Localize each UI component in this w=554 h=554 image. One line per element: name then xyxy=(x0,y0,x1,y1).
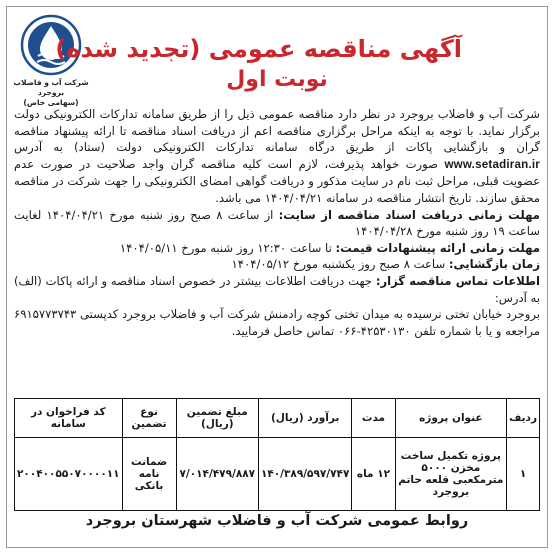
opening-time-text: ساعت ۸ صبح روز یکشنبه مورخ ۱۴۰۴/۰۵/۱۲ xyxy=(231,257,446,272)
table-row xyxy=(15,438,540,511)
cell-title: پروژه تکمیل ساخت مخزن ۵۰۰۰ مترمکعبی قلعه حاتم بروجرد xyxy=(395,438,507,511)
contact-info xyxy=(14,273,540,306)
public-relations-footer: روابط عمومی شرکت آب و فاضلاب شهرستان بروجرد xyxy=(85,513,469,529)
notice-body xyxy=(14,106,540,339)
header-duration: مدت xyxy=(352,399,395,438)
cell-guarantee-type: ضمانت نامه بانکی xyxy=(122,438,176,511)
offer-deadline-label: مهلت زمانی ارائه پیشنهادات قیمت: xyxy=(335,240,540,255)
intro-paragraph xyxy=(14,106,540,207)
offer-deadline xyxy=(14,240,540,257)
logo-name-line2: (سهامی خاص) xyxy=(23,98,79,107)
opening-time-label: زمان بازگشایی: xyxy=(448,257,540,272)
header-index: ردیف xyxy=(507,399,540,438)
header-code: کد فراخوان در سامانه xyxy=(15,399,123,438)
docs-deadline xyxy=(14,207,540,240)
docs-deadline-text: از ساعت ۸ صبح روز شنبه مورخ ۱۴۰۴/۰۴/۲۱ لغایت ساعت ۱۹ روز شنبه مورخ ۱۴۰۴/۰۴/۲۸ xyxy=(14,207,540,239)
offer-deadline-text: تا ساعت ۱۲:۳۰ روز شنبه مورخ ۱۴۰۴/۰۵/۱۱ xyxy=(119,240,332,255)
header-estimate: برآورد (ریال) xyxy=(258,399,351,438)
logo-name-line1: شرکت آب و فاضلاب بروجرد xyxy=(13,78,89,97)
header-title: عنوان پروژه xyxy=(395,399,507,438)
tender-table xyxy=(14,398,540,511)
cell-duration: ۱۲ ماه xyxy=(352,438,395,511)
cell-index: ۱ xyxy=(507,438,540,511)
table-header-row xyxy=(15,399,540,438)
docs-deadline-label: مهلت زمانی دریافت اسناد مناقصه از سایت: xyxy=(278,207,540,222)
cell-guarantee-amount: ۷/۰۱۴/۴۷۹/۸۸۷ xyxy=(176,438,258,511)
header-guarantee-type: نوع تضمین xyxy=(122,399,176,438)
address: بروجرد خیابان تختی نرسیده به میدان تختی کوچه رادمنش شرکت آب و فاضلاب بروجرد کدپستی ۶۹۱۵۷۷۳۷۴۳ مراجعه و یا با شماره تلفن ۴۲۵۳۰۱۳۰-۰۶۶ تماس حاصل فرمایید. xyxy=(14,307,540,338)
cell-estimate: ۱۴۰/۳۸۹/۵۹۷/۷۴۷ xyxy=(258,438,351,511)
opening-time xyxy=(14,256,540,273)
intro-text-a: شرکت آب و فاضلاب بروجرد در نظر دارد مناقصه عمومی ذیل را از طریق سامانه تدارکات الکترونیکی دولت برگزار نماید. با توجه به اینکه مراحل برگزاری مناقصه اعم از دریافت اسناد مناقصه تا ارائه پیشنهاد مناقصه گران و بازگشایی پاکات از طریق درگاه سامانه تدارکات الکترونیکی دولت (ستاد) به آدرس xyxy=(14,107,540,155)
contact-info-text: جهت دریافت اطلاعات بیشتر در خصوص اسناد مناقصه و ارائه پاکات (الف) به آدرس: xyxy=(14,273,540,305)
logo-company-name xyxy=(8,78,94,108)
website-link[interactable]: www.setadiran.ir xyxy=(444,157,540,171)
cell-code: ۲۰۰۴۰۰۵۵۰۷۰۰۰۰۱۱ xyxy=(15,438,123,511)
contact-info-label: اطلاعات تماس مناقصه گزار: xyxy=(375,273,541,288)
header-guarantee-amount: مبلغ تضمین (ریال) xyxy=(176,399,258,438)
notice-round: نوبت اول xyxy=(226,67,328,92)
notice-title: آگهی مناقصه عمومی (تجدید شده) xyxy=(55,35,462,63)
intro-text-b: صورت خواهد پذیرفت، لازم است کلیه مناقصه گران واجد صلاحیت در صورت عدم عضویت قبلی، مراحل ثبت نام در سایت مذکور و دریافت گواهی امضای الکترونیکی را جهت شرکت در مناقصه محقق سازند. تاریخ انتشار مناقصه در سامانه ۱۴۰۴/۰۴/۲۱ می باشد. xyxy=(14,156,540,205)
